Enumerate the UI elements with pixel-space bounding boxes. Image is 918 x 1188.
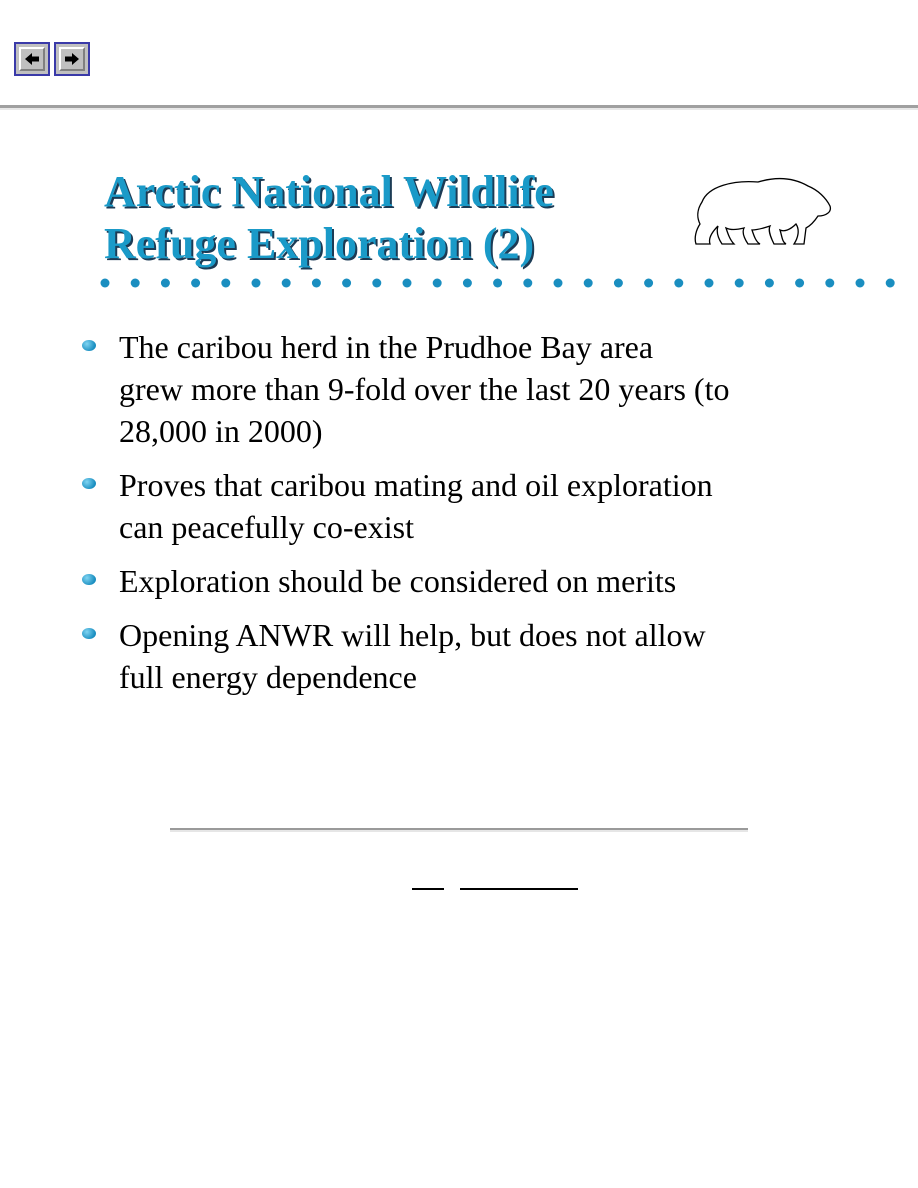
previous-slide-button[interactable] (14, 42, 50, 76)
divider-dot (856, 279, 865, 288)
dotted-divider (96, 276, 918, 295)
divider-dot (493, 279, 502, 288)
bullet-item (0, 560, 839, 602)
bullet-icon (82, 574, 96, 585)
slide-navigation (14, 42, 90, 76)
bullet-icon (82, 628, 96, 639)
divider-dot (735, 279, 744, 288)
top-divider (0, 105, 918, 110)
footer-link-short[interactable] (412, 888, 444, 890)
bullet-icon (82, 340, 96, 351)
arrow-right-icon (59, 47, 85, 71)
divider-dot (644, 279, 653, 288)
divider-dot (101, 279, 110, 288)
divider-dot (886, 279, 895, 288)
divider-dot (161, 279, 170, 288)
divider-dot (252, 279, 261, 288)
polar-bear-icon (686, 172, 834, 257)
slide-title-line-1: Arctic National Wildlife (104, 167, 554, 216)
slide-title-line-2: Refuge Exploration (2) (104, 219, 535, 268)
footer-link-long[interactable] (460, 888, 578, 890)
bullet-item (0, 464, 839, 548)
bullet-text: Proves that caribou mating and oil exploration (119, 467, 713, 503)
divider-dot (342, 279, 351, 288)
bullet-item (0, 326, 839, 452)
arrow-left-icon (19, 47, 45, 71)
bullet-text: grew more than 9-fold over the last 20 years (to (119, 371, 730, 407)
bullet-icon (82, 478, 96, 489)
slide-title (104, 166, 554, 270)
bullet-text: The caribou herd in the Prudhoe Bay area (119, 329, 654, 365)
next-slide-button[interactable] (54, 42, 90, 76)
divider-dot (795, 279, 804, 288)
divider-dot (705, 279, 714, 288)
divider-dot (825, 279, 834, 288)
divider-dot (191, 279, 200, 288)
bullet-item (0, 614, 839, 698)
divider-dot (131, 279, 140, 288)
divider-dot (312, 279, 321, 288)
divider-dot (554, 279, 563, 288)
divider-dot (463, 279, 472, 288)
divider-dot (584, 279, 593, 288)
divider-dot (282, 279, 291, 288)
divider-dot (765, 279, 774, 288)
bullet-text: Opening ANWR will help, but does not allow (119, 617, 706, 653)
divider-dot (372, 279, 381, 288)
divider-dot (523, 279, 532, 288)
bullet-list (0, 326, 839, 710)
divider-dot (614, 279, 623, 288)
bottom-divider (170, 828, 748, 832)
bullet-text: Exploration should be considered on merits (119, 563, 677, 599)
divider-dot (433, 279, 442, 288)
bullet-text: full energy dependence (119, 659, 417, 695)
bullet-text: can peacefully co-exist (119, 509, 414, 545)
bullet-text: 28,000 in 2000) (119, 413, 323, 449)
divider-dot (221, 279, 230, 288)
divider-dot (403, 279, 412, 288)
divider-dot (674, 279, 683, 288)
